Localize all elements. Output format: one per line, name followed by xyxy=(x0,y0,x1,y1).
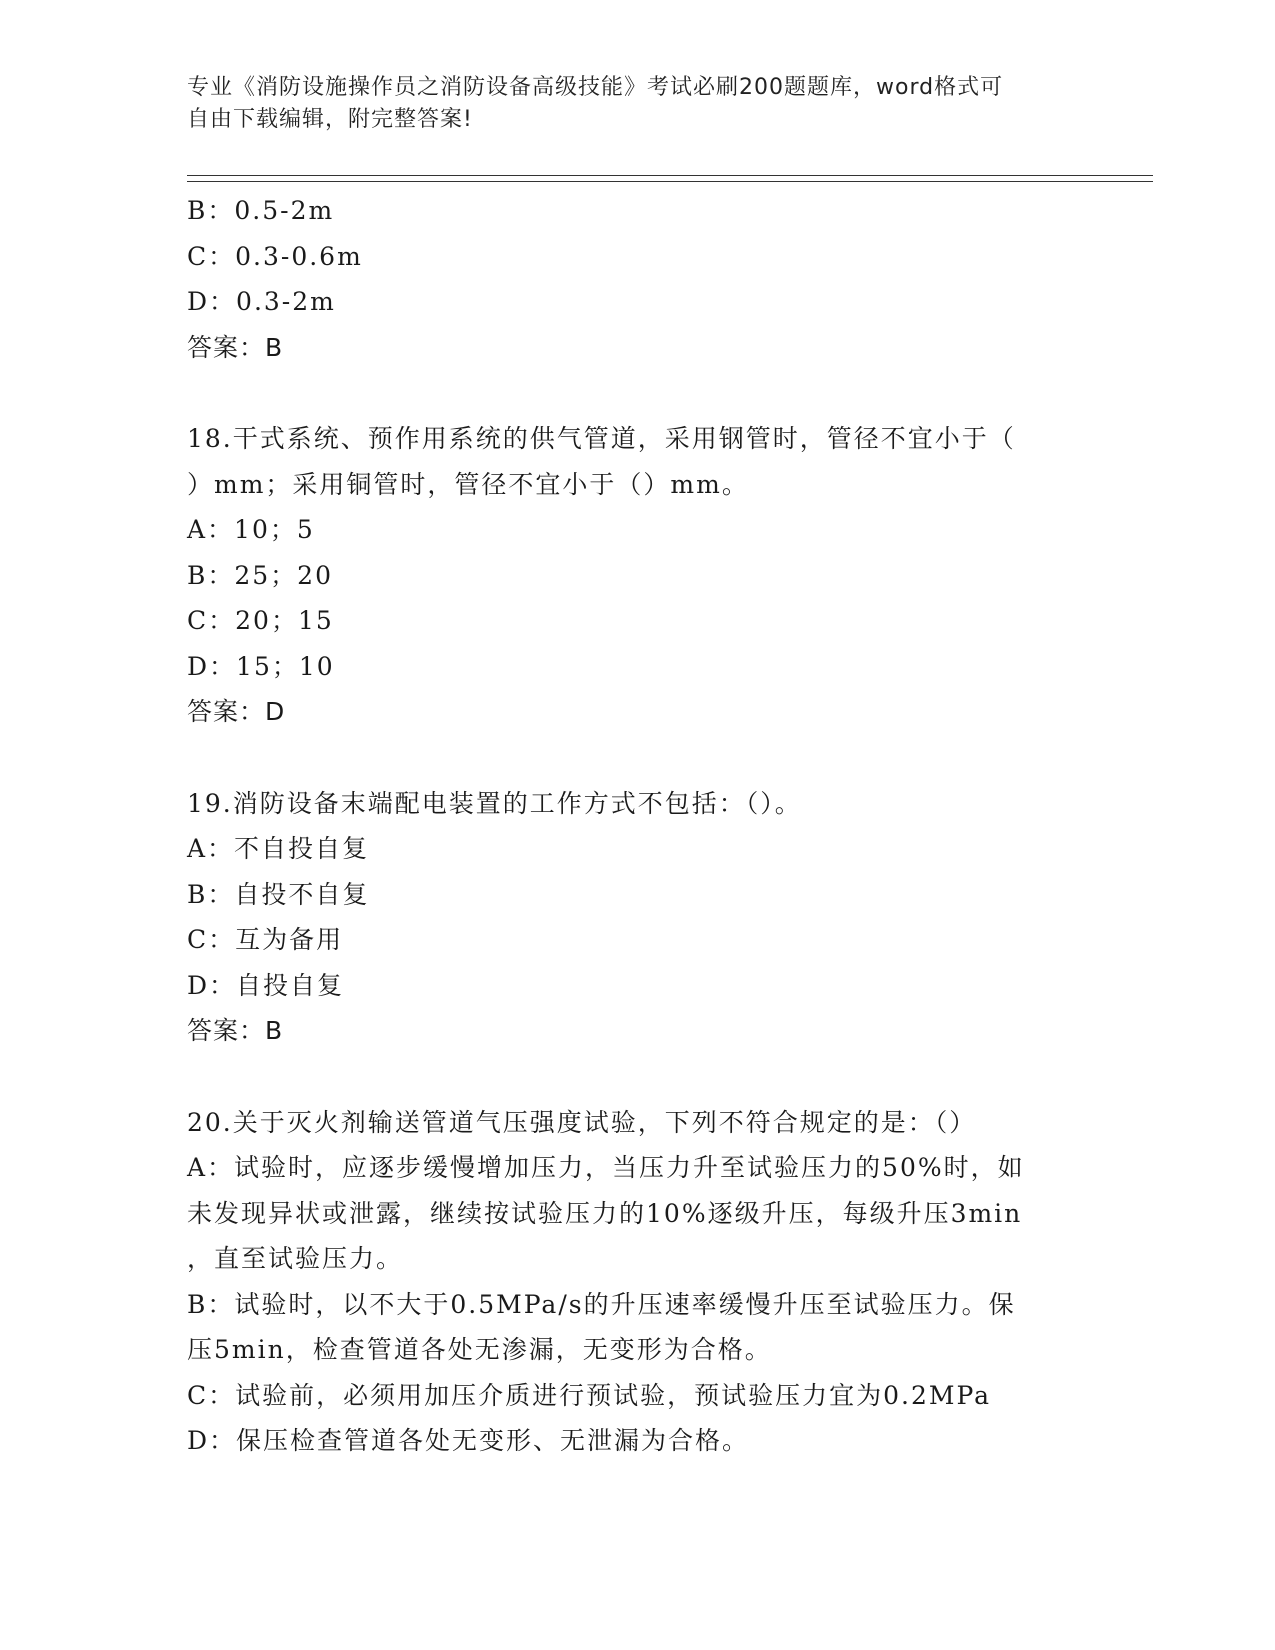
question-19 xyxy=(187,781,1087,1054)
header-line-1: 专业《消防设施操作员之消防设备高级技能》考试必刷200题题库，word格式可 xyxy=(187,75,1004,100)
question-20 xyxy=(187,1100,1087,1464)
option-c: C：试验前，必须用加压介质进行预试验，预试验压力宜为0.2MPa xyxy=(187,1380,992,1410)
option-c: C：20；15 xyxy=(187,606,334,635)
spacer xyxy=(187,1054,1087,1100)
option-a-continued: 未发现异状或泄露，继续按试验压力的10%逐级升压，每级升压3min xyxy=(187,1198,1023,1228)
spacer xyxy=(187,735,1087,781)
option-b: B：自投不自复 xyxy=(187,879,370,909)
option-c: C：0.3-0.6m xyxy=(187,241,363,271)
question-stem-continued: ）mm；采用铜管时，管径不宜小于（）mm。 xyxy=(187,469,749,499)
option-b-continued: 压5min，检查管道各处无渗漏，无变形为合格。 xyxy=(187,1335,772,1364)
option-a: A：10；5 xyxy=(187,515,315,544)
answer-line: 答案：B xyxy=(187,1016,284,1045)
header-divider-bottom xyxy=(187,181,1153,182)
option-d: D：自投自复 xyxy=(187,970,345,1000)
question-17-continued xyxy=(187,188,1087,370)
option-d: D：15；10 xyxy=(187,651,335,681)
spacer xyxy=(187,370,1087,416)
header-line-2: 自由下载编辑，附完整答案! xyxy=(187,107,473,132)
option-b: B：试验时，以不大于0.5MPa/s的升压速率缓慢升压至试验压力。保 xyxy=(187,1289,1016,1319)
option-b: B：25；20 xyxy=(187,560,333,590)
option-d: D：保压检查管道各处无变形、无泄漏为合格。 xyxy=(187,1426,750,1455)
option-a: A：试验时，应逐步缓慢增加压力，当压力升至试验压力的50%时，如 xyxy=(187,1153,1025,1182)
question-stem: 18.干式系统、预作用系统的供气管道，采用钢管时，管径不宜小于（ xyxy=(187,424,1016,453)
document-header xyxy=(187,72,1067,136)
option-b: B：0.5-2m xyxy=(187,196,335,225)
answer-line: 答案：B xyxy=(187,332,284,362)
option-a-continued: ，直至试验压力。 xyxy=(187,1244,404,1273)
document-body xyxy=(187,188,1087,1464)
option-c: C：互为备用 xyxy=(187,925,344,954)
header-divider-top xyxy=(187,175,1153,176)
question-stem: 19.消防设备末端配电装置的工作方式不包括：（）。 xyxy=(187,788,802,818)
question-stem: 20.关于灭火剂输送管道气压强度试验，下列不符合规定的是：（） xyxy=(187,1107,977,1137)
answer-line: 答案：D xyxy=(187,697,286,726)
option-d: D：0.3-2m xyxy=(187,287,336,316)
option-a: A：不自投自复 xyxy=(187,834,370,863)
question-18 xyxy=(187,416,1087,735)
